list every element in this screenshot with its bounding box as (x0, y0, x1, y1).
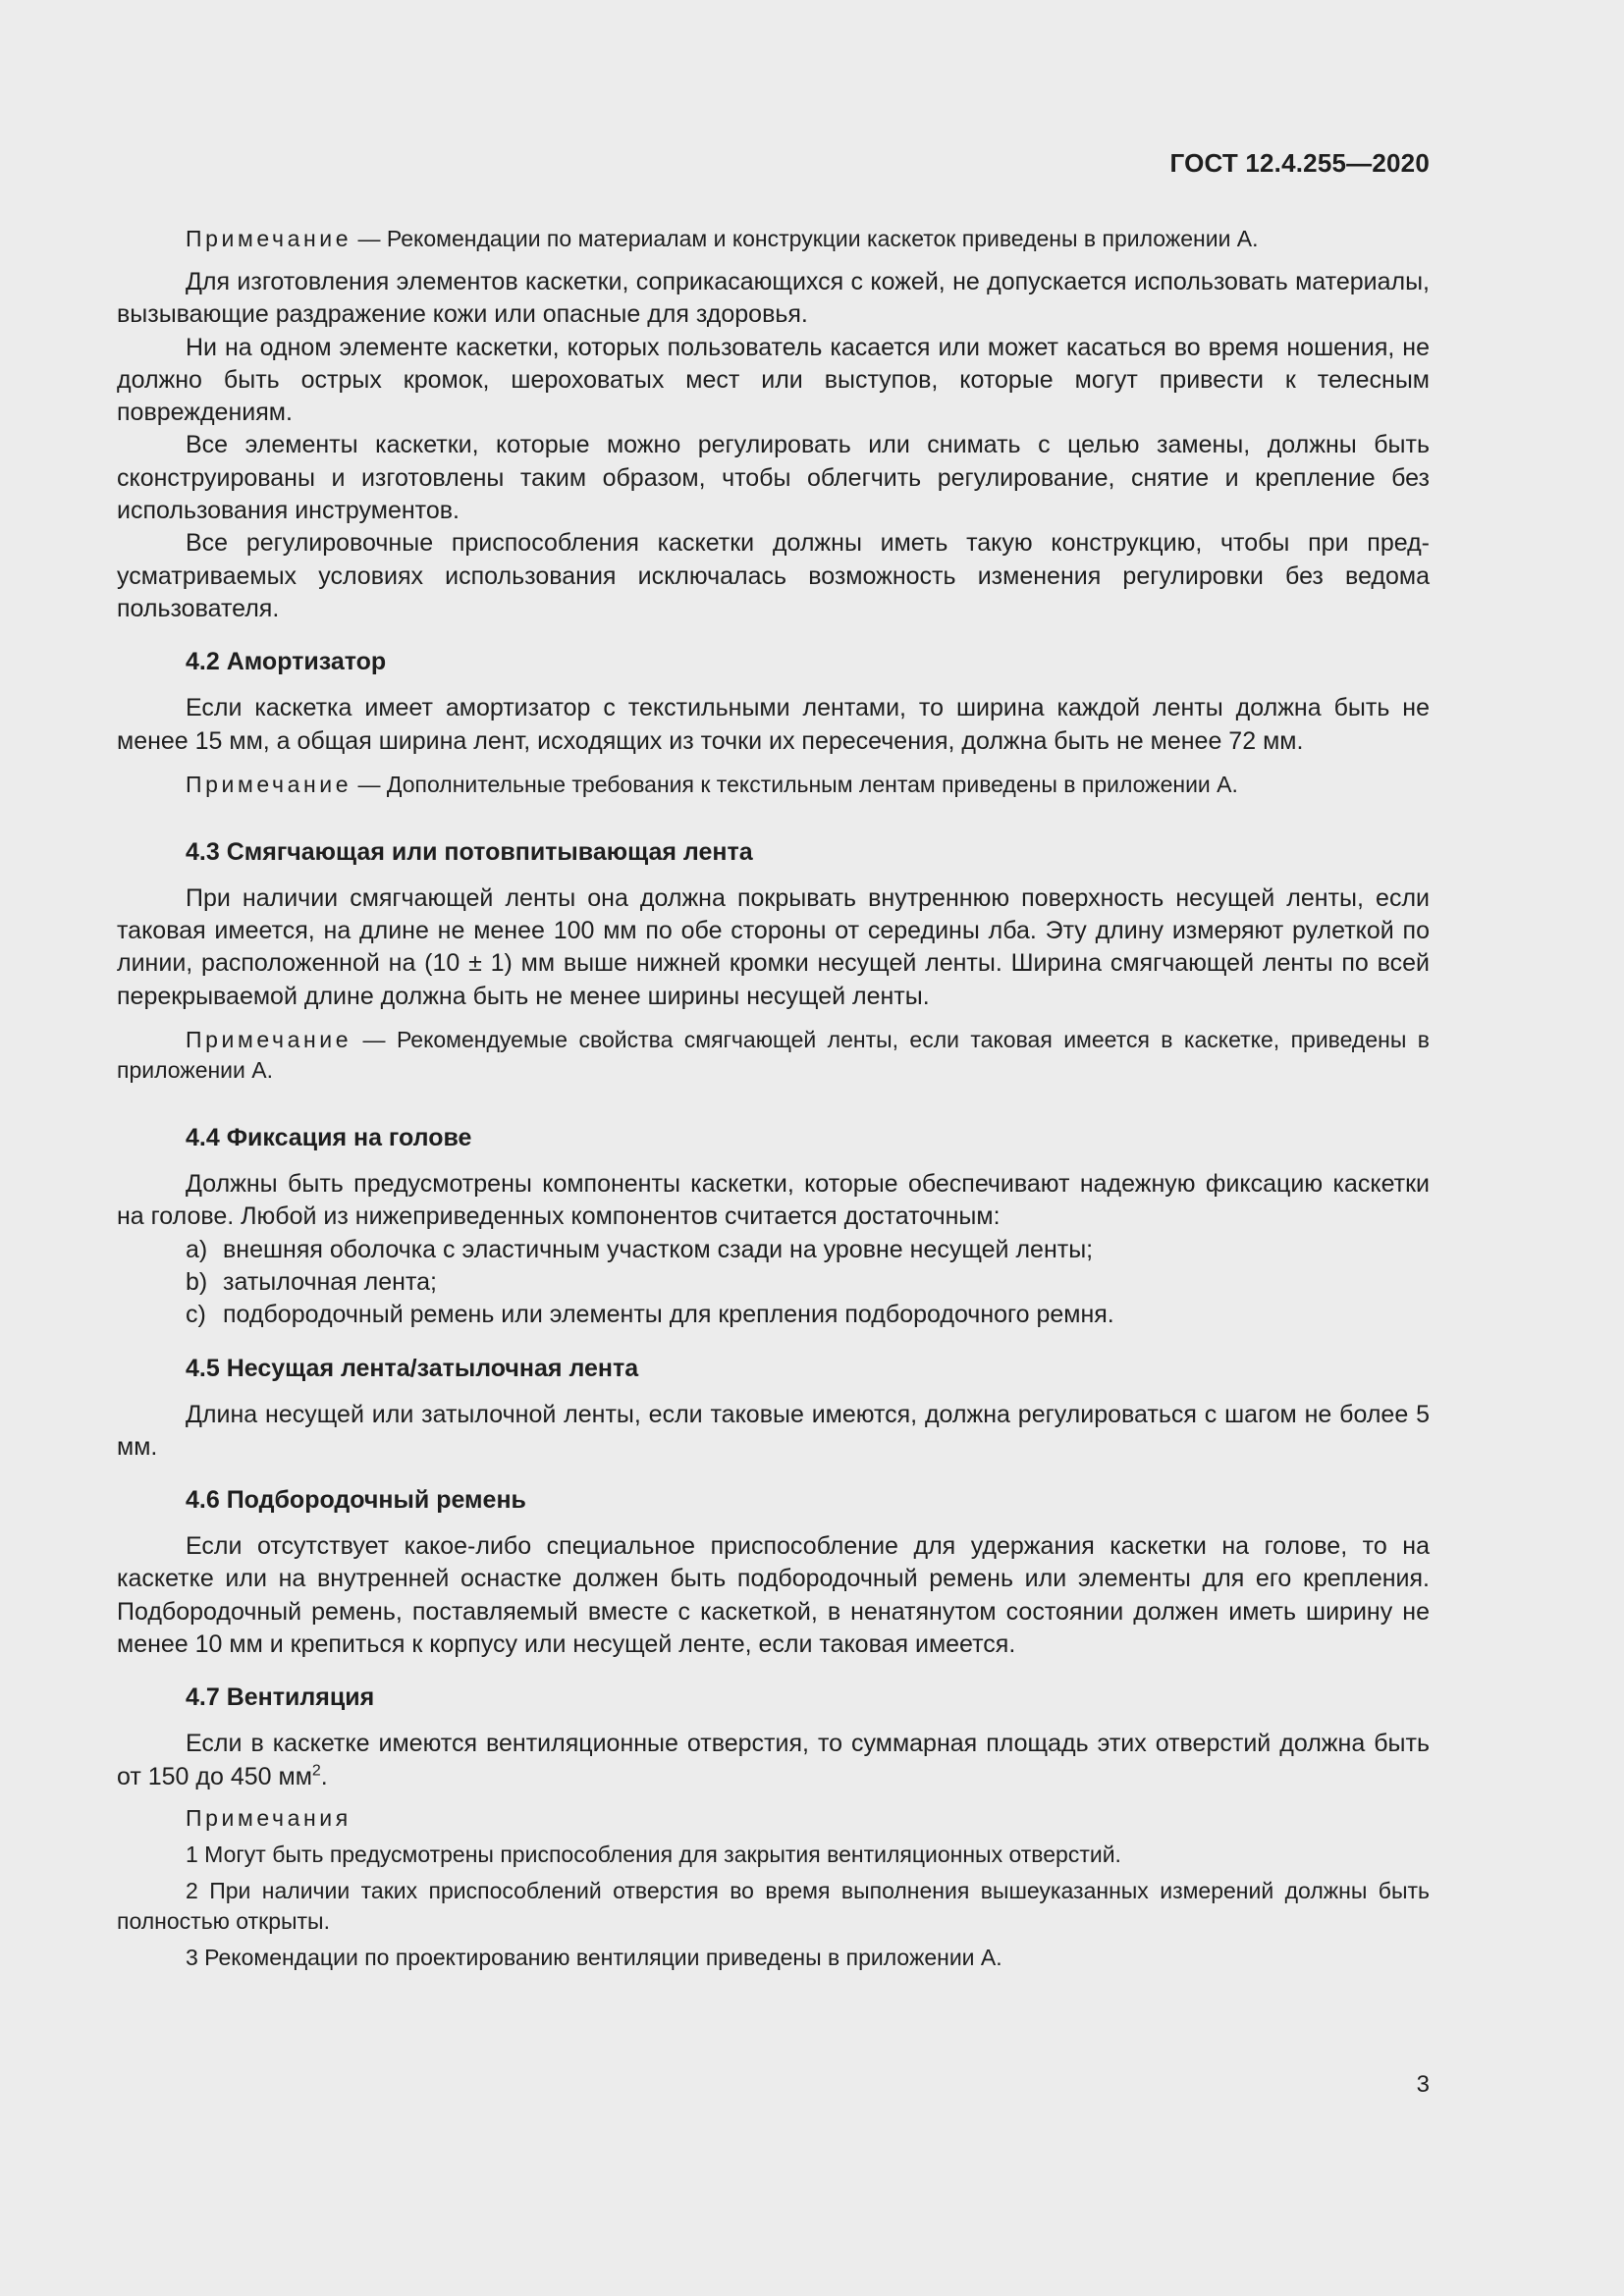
section-heading-4-3: 4.3 Смягчающая или потовпитывающая лента (186, 837, 753, 866)
paragraph: Если каскетка имеет амортизатор с текстильными лентами, то ширина каждой ленты должна быть не менее 15 мм, а общая ширина лент, исходящих из точки их пересечения, должна быть не менее 72 мм. (117, 694, 1430, 755)
list-marker: a) (186, 1235, 208, 1263)
section-heading-4-4: 4.4 Фиксация на голове (186, 1124, 472, 1152)
paragraph: Все регулировочные приспособления каскетки должны иметь такую конструкцию, чтобы при предусматриваемых условиях использования исключалась возможность изменения регулировки без ведома пользователя. (117, 529, 1430, 622)
note-text: — Рекомендации по материалам и конструкции каскеток приведены в приложении А. (352, 226, 1259, 251)
list-marker: b) (186, 1267, 208, 1296)
note (117, 770, 1430, 800)
section-heading-4-7: 4.7 Вентиляция (186, 1683, 375, 1712)
note-label: Примечание (186, 226, 352, 251)
notes-heading (117, 1803, 1430, 1834)
note-item: 2 При наличии таких приспособлений отверстия во время выполнения вышеуказанных измерений должны быть полностью открыты. (117, 1877, 1430, 1934)
section-heading-4-2: 4.2 Амортизатор (186, 648, 387, 676)
section-heading-4-5: 4.5 Несущая лента/затылочная лента (186, 1354, 639, 1382)
list-item-text: подбородочный ремень или элементы для крепления подбородочного ремня. (223, 1301, 1114, 1329)
document-code: ГОСТ 12.4.255—2020 (1169, 148, 1430, 178)
list-marker: c) (186, 1301, 206, 1329)
list-item (117, 1266, 1430, 1299)
paragraph: Ни на одном элементе каскетки, которых пользователь касается или может касаться во время ношения, не должно быть острых кромок, шероховатых мест или выступов, которые могут привести к телесным повреждениям. (117, 333, 1430, 427)
paragraph: Для изготовления элементов каскетки, соприкасающихся с кожей, не допускается использовать материалы, вызывающие раздражение кожи или опасные для здоровья. (117, 268, 1430, 329)
list-item (117, 1234, 1430, 1266)
document-page (117, 145, 1430, 1973)
page-number: 3 (1416, 2071, 1430, 2098)
note-label: Примечание (186, 771, 352, 797)
list-item-text: внешняя оболочка с эластичным участком сзади на уровне несущей ленты; (223, 1235, 1094, 1263)
paragraph: Все элементы каскетки, которые можно регулировать или снимать с целью замены, должны быть сконструированы и изготовлены таким образом, чтобы облегчить регулирование, снятие и крепление без использования инструментов. (117, 431, 1430, 525)
notes-label: Примечания (186, 1804, 352, 1831)
note-item: 1 Могут быть предусмотрены приспособления для закрытия вентиляционных отверстий. (186, 1841, 1121, 1867)
note-label: Примечание (186, 1027, 352, 1053)
paragraph: Должны быть предусмотрены компоненты каскетки, которые обеспечивают надежную фиксацию каскетки на голове. Любой из нижеприведенных компонентов считается достаточным: (117, 1170, 1430, 1231)
paragraph: При наличии смягчающей ленты она должна покрывать внутреннюю поверхность несущей ленты, если таковая имеется, на длине не менее 100 мм по обе стороны от середины лба. Эту длину измеряют рулеткой по линии, расположенной на (10 ± 1) мм выше нижней кромки несущей ленты. Ширина смягчающей ленты по всей перекрываемой длине должна быть не менее ширины несущей ленты. (117, 883, 1430, 1010)
paragraph: Если отсутствует какое-либо специальное приспособление для удержания каскетки на голове, то на каскетке или на внутренней оснастке должен быть подбородочный ремень или элементы для его крепления. Подбородочный ремень, поставляемый вместе с каскеткой, в ненатянутом состоянии должен иметь ширину не менее 10 мм и крепиться к корпусу или несущей ленте, если таковая имеется. (117, 1532, 1430, 1659)
note (117, 1025, 1430, 1086)
list-item (117, 1299, 1430, 1331)
note-text: — Дополнительные требования к текстильным лентам приведены в приложении А. (352, 771, 1238, 797)
section-heading-4-6: 4.6 Подбородочный ремень (186, 1486, 526, 1515)
note-text: — Рекомендуемые свойства смягчающей ленты, если таковая имеется в каскетке, приведены в приложении А. (117, 1027, 1430, 1084)
note-intro (117, 224, 1430, 254)
list-item-text: затылочная лента; (223, 1267, 437, 1296)
superscript: 2 (311, 1762, 321, 1780)
paragraph: Длина несущей или затылочной ленты, если таковые имеются, должна регулироваться с шагом не более 5 мм. (117, 1400, 1430, 1461)
note-item: 3 Рекомендации по проектированию вентиляции приведены в приложении А. (186, 1944, 1002, 1970)
paragraph-text: Если в каскетке имеются вентиляционные отверстия, то суммарная площадь этих отверстий должна быть от 150 до 450 мм (117, 1730, 1430, 1790)
paragraph-end: . (320, 1762, 328, 1790)
paragraph (117, 1728, 1430, 1793)
